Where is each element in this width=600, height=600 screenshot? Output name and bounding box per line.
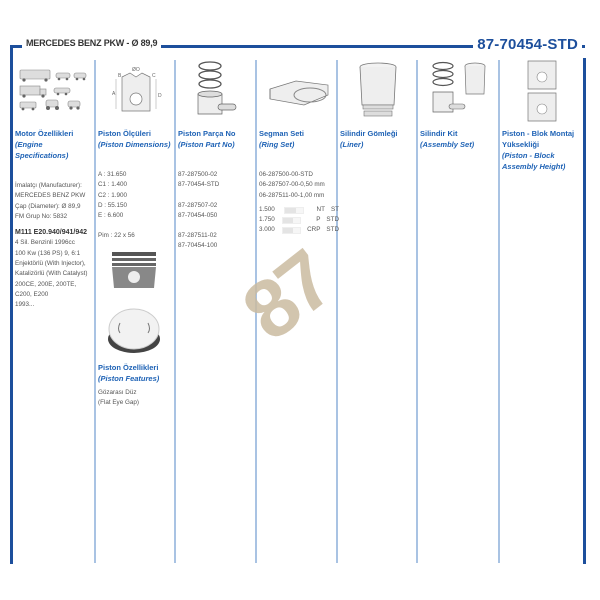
svg-text:D: D <box>158 93 162 99</box>
frame-right-border <box>583 58 586 564</box>
ring-row: 1.750 P STD <box>259 216 340 224</box>
column-liner <box>340 58 416 150</box>
piston-dimensions-heading: Piston Ölçüleri (Piston Dimensions) <box>98 129 171 149</box>
ring-set-heading: Segman Seti (Ring Set) <box>259 129 305 149</box>
brand-watermark: 87 <box>226 235 349 359</box>
ring-row: 3.000 CRP STD <box>259 226 340 234</box>
column-divider <box>94 60 96 563</box>
ring-row: 1.500 NT ST <box>259 205 339 213</box>
svg-text:A: A <box>112 91 116 97</box>
piston-part-no-heading: Piston Parça No (Piston Part No) <box>178 129 236 149</box>
vehicles-icon <box>15 58 93 124</box>
ring-specs <box>259 205 339 236</box>
piston-top-image <box>106 305 174 360</box>
piston-rings-icon <box>178 58 254 124</box>
svg-text:B: B <box>118 73 122 79</box>
block-height-heading: Piston - Blok Montaj Yüksekliği (Piston - Block Assembly Height) <box>502 129 575 171</box>
column-ring-set <box>259 58 339 236</box>
column-divider <box>174 60 176 563</box>
cylinder-liner-icon <box>340 58 416 124</box>
engine-specs-heading: Motor Özellikleri (Engine Specifications) <box>15 129 74 160</box>
assembly-set-heading: Silindir Kit (Assembly Set) <box>420 129 475 149</box>
piston-features-heading: Piston Özellikleri (Piston Features) <box>98 362 160 383</box>
column-assembly-set <box>420 58 496 150</box>
engine-details: M111 E20.940/941/942 4 Sil. Benzinli 1996cc 100 Kw (136 PS) 9, 6:1 Enjektörlü (With Injector), Katalizörlü (With Catalyst) 200CE, 200E, 200TE, C200, E200 1993... <box>15 229 88 309</box>
liner-heading: Silindir Gömleği (Liner) <box>340 129 398 149</box>
ring-set-icon <box>259 58 339 124</box>
column-engine-specs <box>15 58 93 311</box>
pin-size: Pim : 22 x 56 <box>98 232 135 240</box>
piston-features: Gözarası Düz (Flat Eye Gap) <box>98 388 139 407</box>
part-code: 87-70454-STD <box>473 36 582 53</box>
piston-side-image <box>106 248 174 299</box>
svg-text:C: C <box>152 73 156 79</box>
assembly-set-icon <box>420 58 496 124</box>
ring-set-numbers: 06-287500-00-STD 06-287507-00-0,50 mm 06-287511-00-1,00 mm <box>259 171 325 199</box>
manufacturer-info: İmalatçı (Manufacturer): MERCEDES BENZ PKW Çap (Diameter): Ø 89,9 FM Grup No: 5832 <box>15 182 86 220</box>
column-block-height <box>502 58 582 172</box>
column-divider <box>498 60 500 563</box>
column-piston-part-no <box>178 58 254 252</box>
block-height-icon <box>502 58 582 124</box>
part-numbers: 87-287500-02 87-70454-STD 87-287507-02 87-70454-050 87-287511-02 87-70454-100 <box>178 171 220 250</box>
column-piston-dimensions <box>98 58 174 408</box>
engine-code: M111 E20.940/941/942 <box>15 229 88 237</box>
dimension-values: A : 31.650 C1 : 1.400 C2 : 1.900 D : 55.150 E : 6.600 Pim : 22 x 56 <box>98 170 174 242</box>
piston-diagram-icon <box>98 58 174 124</box>
frame-left-border <box>10 45 13 564</box>
vehicle-title: MERCEDES BENZ PKW - Ø 89,9 <box>22 38 161 48</box>
svg-text:ØO: ØO <box>132 67 140 73</box>
column-divider <box>416 60 418 563</box>
